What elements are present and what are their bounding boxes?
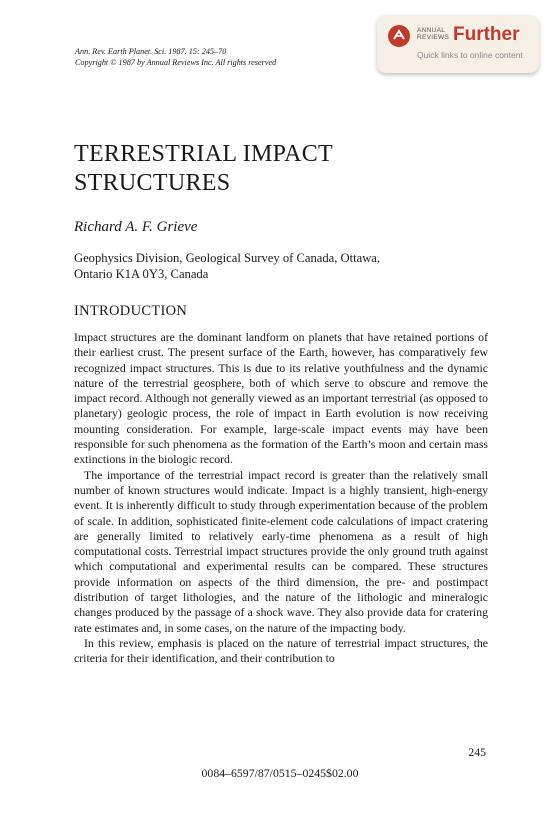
body-text: [74, 330, 488, 667]
annual-reviews-logo-icon: [388, 25, 410, 47]
author-affiliation: [74, 250, 474, 282]
badge-further: Further: [453, 24, 520, 45]
paragraph: In this review, emphasis is placed on the nature of terrestrial impact structures, the criteria for their identification, and their contribution to: [74, 635, 488, 666]
paragraph: Impact structures are the dominant landform on planets that have retained portions of their earliest crust. The present surface of the Earth, however, has comparatively few recognized impact structures. This is due to its relative youthfulness and the dynamic nature of the terrestrial geosphere, both of which serve to obscure and remove the impact record. Although not generally viewed as an important terrestrial (as opposed to planetary) geologic process, the role of impact in Earth evolution is now receiving mounting consideration. For example, large-scale impact events may have been responsible for such phenomena as the formation of the Earth’s moon and certain mass extinctions in the biologic record.: [74, 330, 488, 467]
affiliation-line: Ontario K1A 0Y3, Canada: [74, 267, 209, 281]
journal-citation: [75, 46, 276, 68]
annual-reviews-further-button[interactable]: [377, 15, 539, 73]
title-line: TERRESTRIAL IMPACT: [74, 141, 333, 167]
badge-annual: ANNUAL: [417, 27, 446, 34]
citation-line: Ann. Rev. Earth Planet. Sci. 1987. 15: 245–70: [75, 47, 227, 56]
paragraph: The importance of the terrestrial impact record is greater than the relatively small number of known structures would indicate. Impact is a highly transient, high-energy event. It is inherently difficult to study through experimentation because of the problem of scale. In addition, sophisticated finite-element code calculations of impact cratering are generally limited to relatively early-time phenomena as a result of high computational costs. Terrestrial impact structures provide the only ground truth against which computational and experimental results can be compared. These structures provide information on aspects of the third dimension, the pre- and postimpact distribution of target lithologies, and the nature of the lithologic and mineralogic changes produced by the passage of a shock wave. They also provide data for cratering rate estimates and, in some cases, on the nature of the impacting body.: [74, 467, 488, 635]
badge-reviews: REVIEWS: [417, 34, 450, 41]
badge-publisher: [417, 27, 449, 41]
article-title: [74, 140, 333, 198]
affiliation-line: Geophysics Division, Geological Survey of Canada, Ottawa,: [74, 251, 381, 265]
section-heading: INTRODUCTION: [74, 303, 188, 319]
article-code: 0084–6597/87/0515–0245$02.00: [201, 766, 359, 780]
page-number: 245: [468, 745, 486, 759]
title-line: STRUCTURES: [74, 170, 231, 196]
copyright-line: Copyright © 1987 by Annual Reviews Inc. All rights reserved: [75, 58, 277, 67]
badge-tagline: Quick links to online content: [417, 50, 523, 60]
author-name: Richard A. F. Grieve: [74, 219, 198, 235]
